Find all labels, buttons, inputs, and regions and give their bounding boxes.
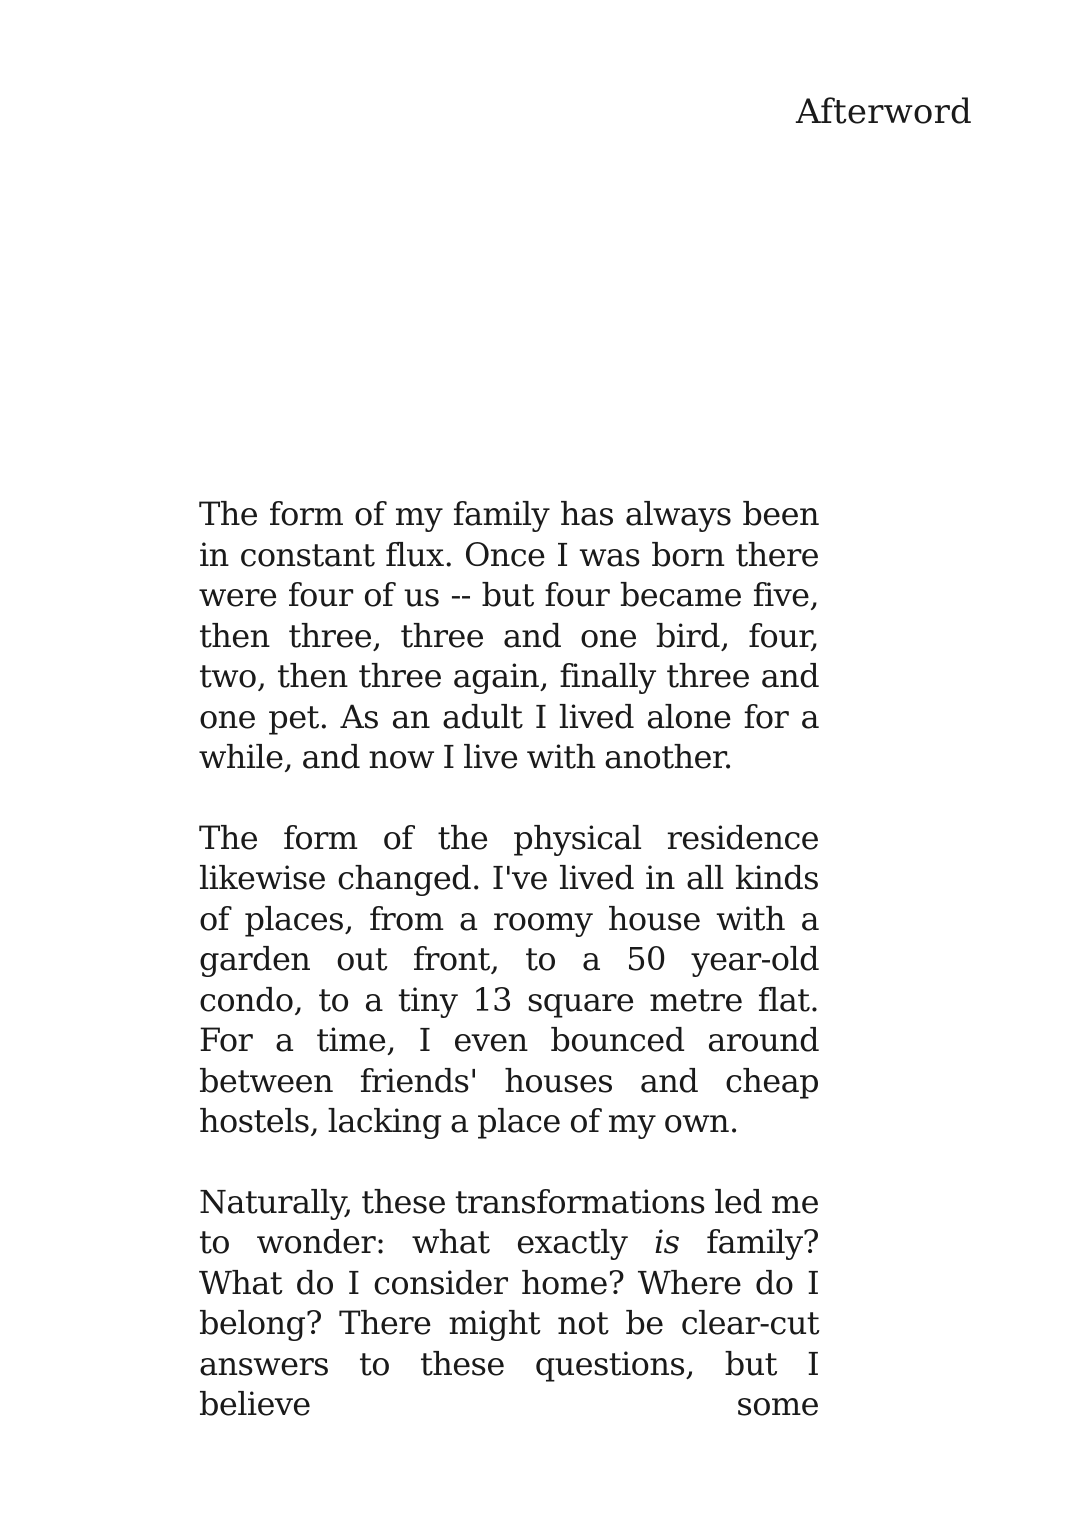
running-header: Afterword	[796, 92, 972, 132]
paragraph-questions-end: family? What do I consider home? Where do I belong? There might not be clear-cut answers to these questions, but I believe some	[199, 1223, 819, 1423]
body-text	[199, 494, 819, 1425]
paragraph-questions	[199, 1182, 819, 1425]
paragraph-residence: The form of the physical residence likewise changed. I've lived in all kinds of places, from a roomy house with a garden out front, to a 50 year-old condo, to a tiny 13 square metre flat. For a time, I even bounced around between friends' houses and cheap hostels, lacking a place of my own.	[199, 818, 819, 1140]
paragraph-questions-start: Naturally, these transformations led me to wonder: what exactly	[199, 1182, 819, 1261]
emphasis-is: is	[654, 1223, 680, 1261]
paragraph-family: The form of my family has always been in constant flux. Once I was born there were four of us -- but four became five, then three, three and one bird, four, two, then three again, finally three and one pet. As an adult I lived alone for a while, and now I live with another.	[199, 495, 819, 776]
